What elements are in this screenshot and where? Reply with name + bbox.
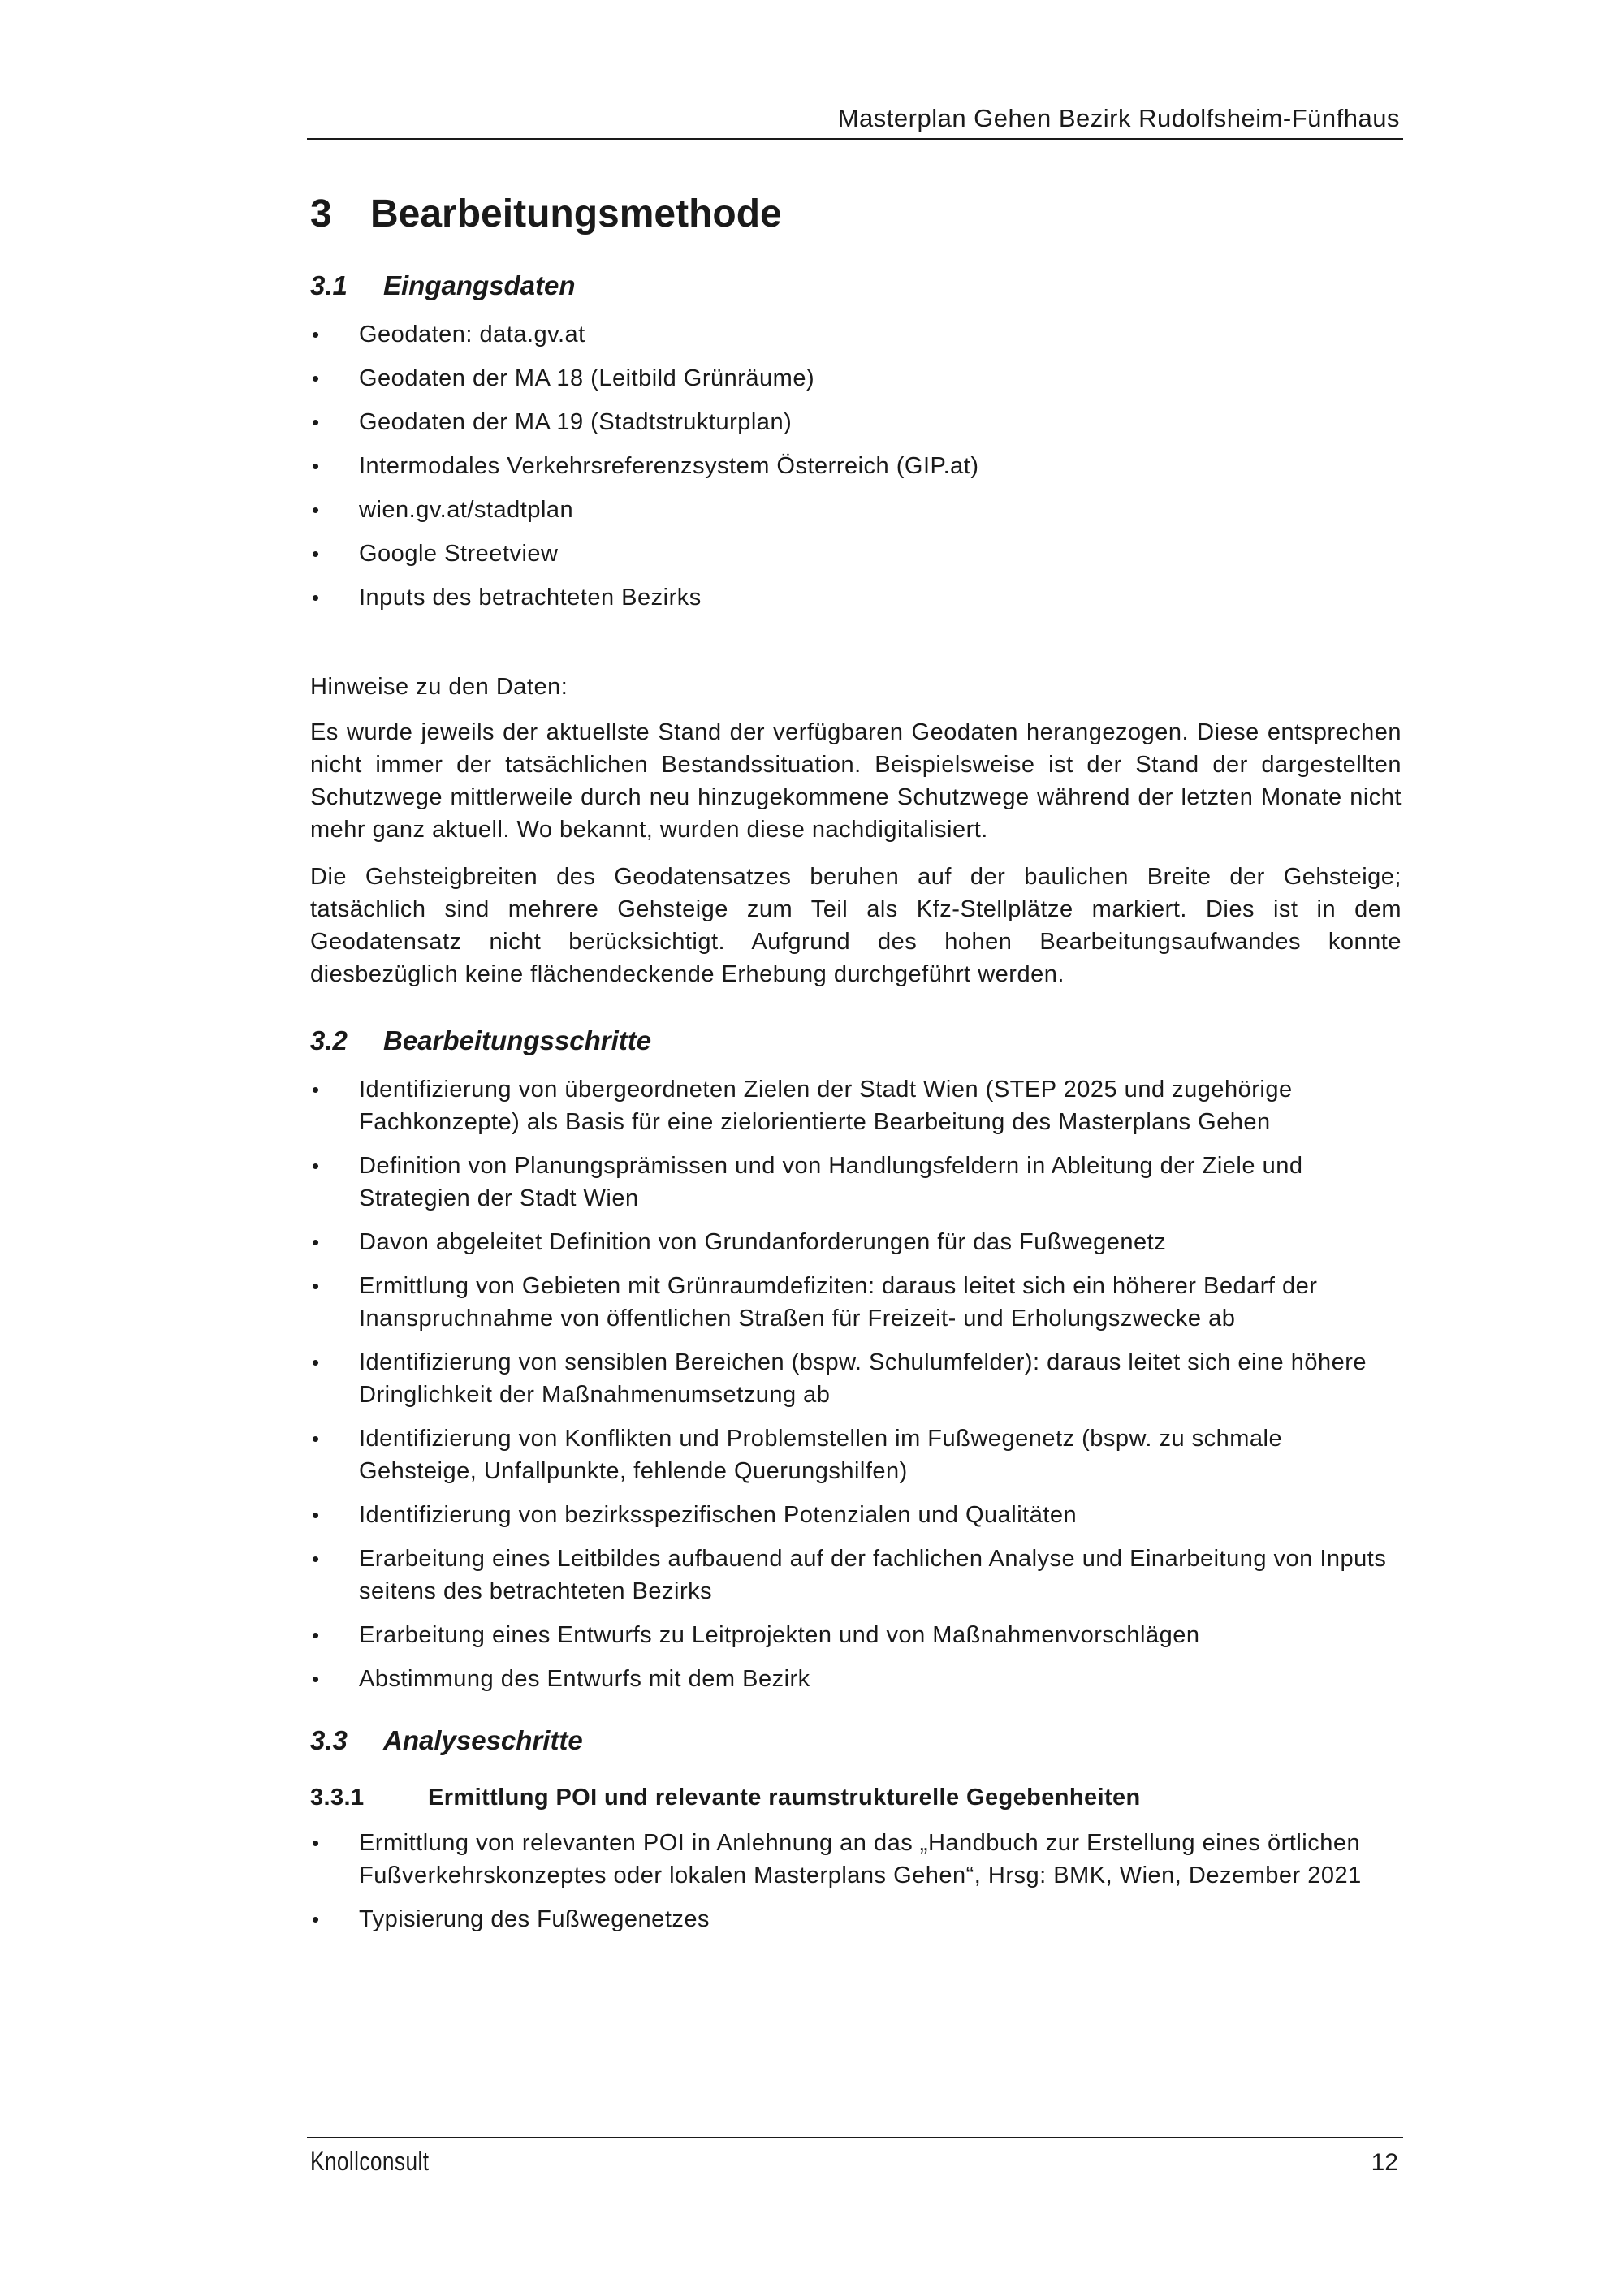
page-footer (307, 2137, 1403, 2176)
section-number: 3.1 (310, 270, 348, 300)
list-item: • Geodaten der MA 19 (Stadtstrukturplan) (310, 406, 1402, 438)
header-title: Masterplan Gehen Bezirk Rudolfsheim-Fünfhaus (837, 104, 1400, 132)
input-data-list (310, 318, 1402, 614)
section-number: 3.2 (310, 1025, 348, 1055)
subsection-title: Ermittlung POI und relevante raumstrukturelle Gegebenheiten (428, 1785, 1141, 1810)
subsection-number: 3.3.1 (310, 1785, 365, 1810)
bullet-icon: • (312, 1154, 320, 1178)
footer-company: Knollconsult (310, 2147, 430, 2176)
bullet-icon: • (312, 498, 320, 522)
list-item: • Inputs des betrachteten Bezirks (310, 581, 1402, 614)
page-number: 12 (1371, 2149, 1398, 2176)
list-item: • Erarbeitung eines Leitbildes aufbauend auf der fachlichen Analyse und Einarbeitung von Inputs seitens des betrachteten Bezirks (310, 1543, 1402, 1608)
bullet-icon: • (312, 1907, 320, 1931)
list-item: • Google Streetview (310, 537, 1402, 570)
bullet-icon: • (312, 1667, 320, 1691)
list-item: • Identifizierung von Konflikten und Problemstellen im Fußwegenetz (bspw. zu schmale Gehsteige, Unfallpunkte, fehlende Querungshilfen) (310, 1422, 1402, 1487)
chapter-heading (310, 188, 1402, 240)
bullet-icon: • (312, 1547, 320, 1571)
bullet-icon: • (312, 410, 320, 434)
list-item: • Typisierung des Fußwegenetzes (310, 1903, 1402, 1936)
subsection-heading-3-3-1 (310, 1781, 1402, 1814)
list-item: • Abstimmung des Entwurfs mit dem Bezirk (310, 1663, 1402, 1695)
chapter-number: 3 (310, 192, 332, 235)
bullet-icon: • (312, 1503, 320, 1527)
bullet-icon: • (312, 1831, 320, 1855)
section-title: Analyseschritte (383, 1725, 583, 1755)
bullet-icon: • (312, 454, 320, 478)
list-item: • Erarbeitung eines Entwurfs zu Leitprojekten und von Maßnahmenvorschlägen (310, 1619, 1402, 1651)
list-item: • Davon abgeleitet Definition von Grundanforderungen für das Fußwegenetz (310, 1226, 1402, 1258)
bullet-icon: • (312, 1077, 320, 1102)
section-heading-3-1 (310, 268, 1402, 304)
list-item: • Identifizierung von bezirksspezifischen Potenzialen und Qualitäten (310, 1499, 1402, 1531)
list-item: • Geodaten der MA 18 (Leitbild Grünräume) (310, 362, 1402, 395)
bullet-icon: • (312, 322, 320, 347)
list-item: • Ermittlung von relevanten POI in Anlehnung an das „Handbuch zur Erstellung eines örtlichen Fußverkehrskonzeptes oder lokalen Masterplans Gehen“, Hrsg: BMK, Wien, Dezember 2021 (310, 1827, 1402, 1892)
list-item: • Intermodales Verkehrsreferenzsystem Österreich (GIP.at) (310, 450, 1402, 482)
list-item: • wien.gv.at/stadtplan (310, 494, 1402, 526)
page-header (307, 104, 1403, 140)
bullet-icon: • (312, 585, 320, 610)
work-steps-list (310, 1073, 1402, 1695)
analysis-steps-list (310, 1827, 1402, 1936)
notes-label: Hinweise zu den Daten: (310, 674, 568, 700)
bullet-icon: • (312, 1350, 320, 1375)
section-heading-3-3 (310, 1723, 1402, 1759)
bullet-icon: • (312, 1426, 320, 1451)
list-item: • Ermittlung von Gebieten mit Grünraumdefiziten: daraus leitet sich ein höherer Bedarf der Inanspruchnahme von öffentlichen Straßen für Freizeit- und Erholungszwecke ab (310, 1270, 1402, 1335)
chapter-title: Bearbeitungsmethode (370, 192, 782, 235)
list-item: • Definition von Planungsprämissen und von Handlungsfeldern in Ableitung der Ziele und Strategien der Stadt Wien (310, 1150, 1402, 1215)
section-title: Bearbeitungsschritte (383, 1025, 652, 1055)
section-number: 3.3 (310, 1725, 348, 1755)
list-item: • Identifizierung von übergeordneten Zielen der Stadt Wien (STEP 2025 und zugehörige Fachkonzepte) als Basis für eine zielorientierte Bearbeitung des Masterplans Gehen (310, 1073, 1402, 1138)
bullet-icon: • (312, 1623, 320, 1647)
bullet-icon: • (312, 366, 320, 391)
notes-paragraph-2: Die Gehsteigbreiten des Geodatensatzes beruhen auf der baulichen Breite der Gehsteige; tatsächlich sind mehrere Gehsteige zum Teil als Kfz-Stellplätze markiert. Dies ist in dem Geodatensatz nicht berücksichtigt. Aufgrund des hohen Bearbeitungsaufwandes konnte diesbezüglich keine flächendeckende Erhebung durchgeführt werden. (310, 864, 1402, 987)
main-content (310, 188, 1402, 1947)
bullet-icon: • (312, 542, 320, 566)
list-item: • Identifizierung von sensiblen Bereichen (bspw. Schulumfelder): daraus leitet sich eine höhere Dringlichkeit der Maßnahmenumsetzung ab (310, 1346, 1402, 1411)
notes-paragraph-1: Es wurde jeweils der aktuellste Stand der verfügbaren Geodaten herangezogen. Diese entsprechen nicht immer der tatsächlichen Bestandssituation. Beispielsweise ist der Stand der dargestellten Schutzwege mittlerweile durch neu hinzugekommene Schutzwege während der letzten Monate nicht mehr ganz aktuell. Wo bekannt, wurden diese nachdigitalisiert. (310, 719, 1402, 843)
list-item: • Geodaten: data.gv.at (310, 318, 1402, 351)
bullet-icon: • (312, 1230, 320, 1254)
section-heading-3-2 (310, 1023, 1402, 1059)
bullet-icon: • (312, 1274, 320, 1298)
section-title: Eingangsdaten (383, 270, 576, 300)
